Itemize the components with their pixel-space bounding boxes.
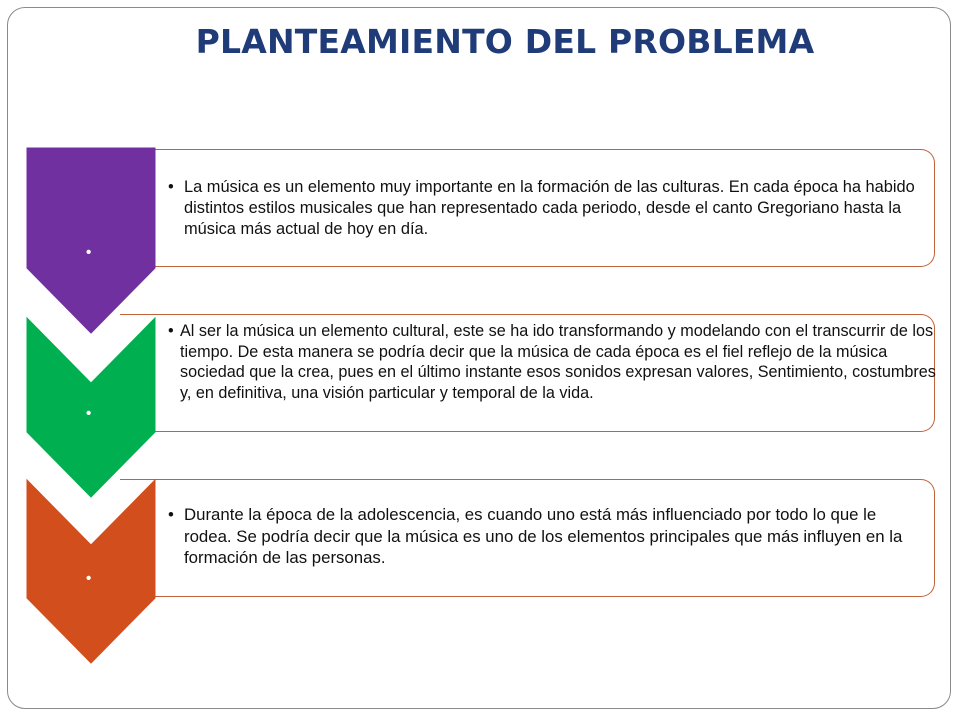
- row-2-paragraph: Al ser la música un elemento cultural, este se ha ido transformando y modelando con el transcurrir de los tiempo. De esta manera se podría decir que la música de cada época es el fiel reflejo de la música sociedad que la crea, pues en el último instante esos sonidos expresan valores, Sentimiento, costumbres y, en definitiva, una visión particular y temporal de la vida.: [180, 322, 936, 402]
- text-box-3: [120, 479, 935, 597]
- row-3-paragraph: Durante la época de la adolescencia, es cuando uno está más influenciado por todo lo que le rodea. Se podría decir que la música es uno de los elementos principales que más influyen en la formación de las personas.: [184, 505, 903, 567]
- text-box-1: [120, 149, 935, 267]
- chevron-3: [0, 0, 200, 680]
- chevron-3-dot: •: [86, 570, 92, 587]
- row-1-paragraph: La música es un elemento muy importante en la formación de las culturas. En cada época ha habido distintos estilos musicales que han representado cada periodo, desde el canto Gregoriano hasta la música más actual de hoy en día.: [184, 178, 915, 238]
- chevron-2-dot: •: [86, 405, 92, 422]
- row-3-text: [168, 504, 928, 569]
- text-box-2: [120, 314, 935, 432]
- chevron-1-dot: •: [86, 244, 92, 261]
- row-2-text: [168, 321, 938, 403]
- slide-title: PLANTEAMIENTO DEL PROBLEMA: [195, 22, 815, 61]
- row-1-text: [168, 177, 928, 240]
- bullet-dot: •: [168, 322, 174, 340]
- bullet-dot: •: [168, 178, 174, 196]
- bullet-dot: •: [168, 505, 174, 524]
